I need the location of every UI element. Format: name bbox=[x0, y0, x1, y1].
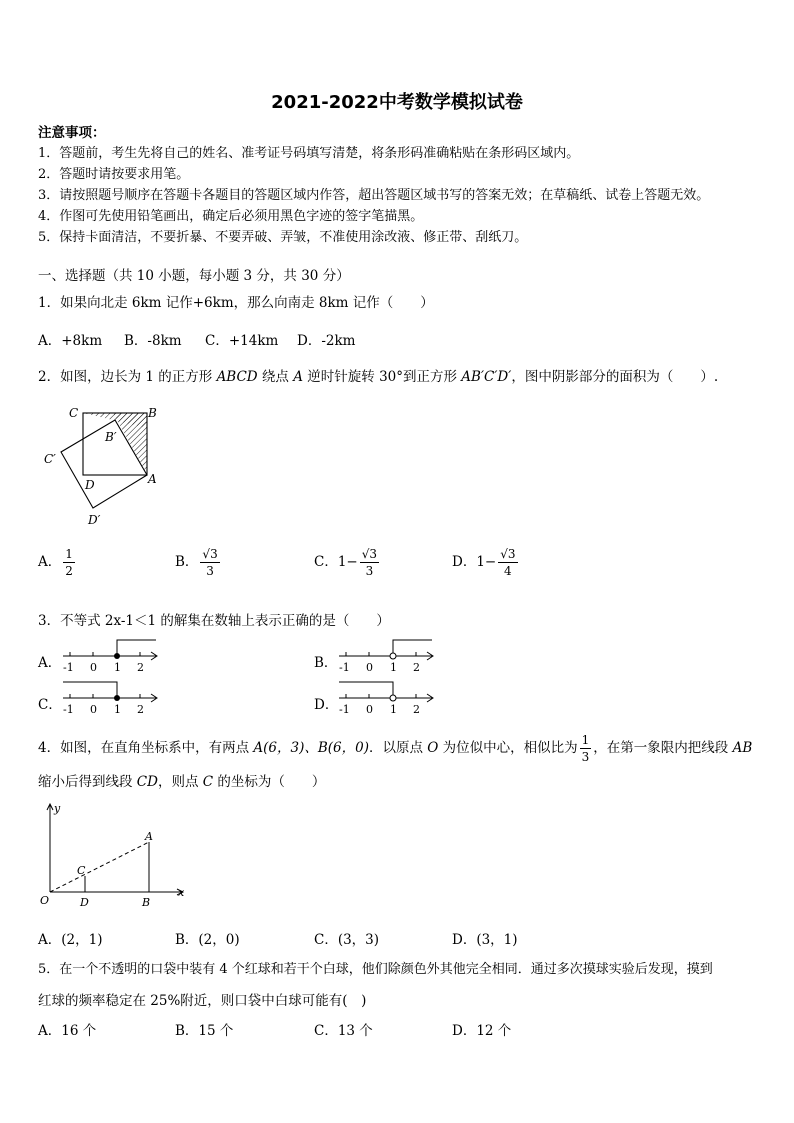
tick-label: 1 bbox=[114, 661, 121, 674]
tick-label: -1 bbox=[339, 703, 350, 716]
label-c: C bbox=[77, 864, 86, 877]
q5-option-c: C．13 个 bbox=[314, 1023, 373, 1039]
question-5-stem-line2: 红球的频率稳定在 25%附近，则口袋中白球可能有( ) bbox=[38, 993, 367, 1009]
notes-heading: 注意事项： bbox=[38, 125, 106, 141]
q4-option-b: B．(2，0) bbox=[175, 932, 240, 948]
q5-option-a: A．16 个 bbox=[38, 1023, 97, 1039]
label-o: O bbox=[40, 894, 50, 907]
q3-option-a-label: A． bbox=[38, 655, 62, 671]
q2-option-b: B． $\frac{√3}{3}$ bbox=[175, 547, 218, 578]
note-item: 2．答题时请按要求用笔。 bbox=[38, 167, 190, 182]
note-item: 1．答题前，考生先将自己的姓名、准考证号码填写清楚，将条形码准确粘贴在条形码区域内。 bbox=[38, 146, 580, 161]
q1-option-c: C．+14km bbox=[205, 333, 279, 349]
label-c-prime: C′ bbox=[44, 452, 56, 466]
section-heading: 一、选择题（共 10 小题，每小题 3 分，共 30 分） bbox=[38, 268, 350, 284]
tick-label: 2 bbox=[137, 661, 144, 674]
question-4-stem-line2: 缩小后得到线段 CD，则点 C 的坐标为（ ） bbox=[38, 774, 326, 790]
label-b: B bbox=[148, 406, 157, 420]
tick-label: 2 bbox=[137, 703, 144, 716]
q4-option-a: A．(2，1) bbox=[38, 932, 103, 948]
rotated-square-figure bbox=[38, 400, 168, 530]
question-1-stem: 1．如果向北走 6km 记作+6km，那么向南走 8km 记作（ ） bbox=[38, 295, 434, 311]
q1-option-d: D．-2km bbox=[297, 333, 356, 349]
tick-label: 2 bbox=[413, 661, 420, 674]
note-item: 5．保持卡面清洁，不要折暴、不要弄破、弄皱，不准使用涂改液、修正带、刮纸刀。 bbox=[38, 230, 528, 245]
coordinate-figure bbox=[38, 800, 188, 910]
label-b: B bbox=[142, 896, 151, 909]
tick-label: 0 bbox=[90, 661, 97, 674]
label-d-prime: D′ bbox=[88, 513, 101, 527]
q5-option-d: D．12 个 bbox=[452, 1023, 512, 1039]
q2-option-d: D．1− $\frac{√3}{4}$ bbox=[452, 547, 516, 578]
axis-x-label: x bbox=[178, 886, 185, 899]
q2-option-a: A． $\frac{1}{2}$ bbox=[38, 547, 73, 578]
label-c: C bbox=[69, 406, 79, 420]
page-title: 2021-2022中考数学模拟试卷 bbox=[271, 92, 523, 113]
note-item: 3．请按照题号顺序在答题卡各题目的答题区域内作答，超出答题区域书写的答案无效；在草稿纸、试卷上答题无效。 bbox=[38, 188, 710, 203]
label-d: D bbox=[80, 896, 89, 909]
tick-label: 1 bbox=[114, 703, 121, 716]
tick-label: -1 bbox=[339, 661, 350, 674]
question-3-stem: 3．不等式 2x-1＜1 的解集在数轴上表示正确的是（ ） bbox=[38, 613, 390, 629]
q2-option-c: C．1− $\frac{√3}{3}$ bbox=[314, 547, 378, 578]
label-a: A bbox=[148, 472, 157, 486]
tick-label: 0 bbox=[366, 661, 373, 674]
label-a: A bbox=[145, 830, 153, 843]
q4-option-d: D．(3，1) bbox=[452, 932, 518, 948]
q3-option-d-label: D． bbox=[314, 697, 339, 713]
q5-option-b: B．15 个 bbox=[175, 1023, 234, 1039]
question-4-stem-line1: 4．如图，在直角坐标系中，有两点 A(6，3)、B(6，0)．以原点 O 为位似中心，相似比为 $\frac{1}{3}$ ，在第一象限内把线段 AB bbox=[38, 733, 753, 764]
tick-label: 0 bbox=[366, 703, 373, 716]
note-item: 4．作图可先使用铅笔画出，确定后必须用黑色字迹的签字笔描黑。 bbox=[38, 209, 424, 224]
number-line-d bbox=[336, 678, 436, 718]
tick-label: -1 bbox=[63, 661, 74, 674]
tick-label: 1 bbox=[390, 661, 397, 674]
label-b-prime: B′ bbox=[105, 430, 117, 444]
number-line-b bbox=[336, 636, 436, 676]
q4-option-c: C．(3，3) bbox=[314, 932, 380, 948]
question-2-stem: 2．如图，边长为 1 的正方形 ABCD 绕点 A 逆时针旋转 30°到正方形 AB′C′D′，图中阴影部分的面积为（ ）. bbox=[38, 369, 719, 385]
shaded-region bbox=[113, 413, 147, 474]
q3-option-b-label: B． bbox=[314, 655, 338, 671]
label-d: D bbox=[85, 478, 95, 492]
q3-option-c-label: C． bbox=[38, 697, 62, 713]
number-line-a bbox=[60, 636, 160, 676]
q1-option-a: A．+8km bbox=[38, 333, 103, 349]
tick-label: -1 bbox=[63, 703, 74, 716]
question-5-stem-line1: 5．在一个不透明的口袋中装有 4 个红球和若干个白球，他们除颜色外其他完全相同．通过多次摸球实验后发现，摸到 bbox=[38, 962, 713, 977]
axis-y-label: y bbox=[54, 802, 61, 815]
tick-label: 1 bbox=[390, 703, 397, 716]
tick-label: 0 bbox=[90, 703, 97, 716]
number-line-c bbox=[60, 678, 160, 718]
q1-option-b: B．-8km bbox=[124, 333, 182, 349]
tick-label: 2 bbox=[413, 703, 420, 716]
dashed-line-oa bbox=[50, 842, 149, 892]
